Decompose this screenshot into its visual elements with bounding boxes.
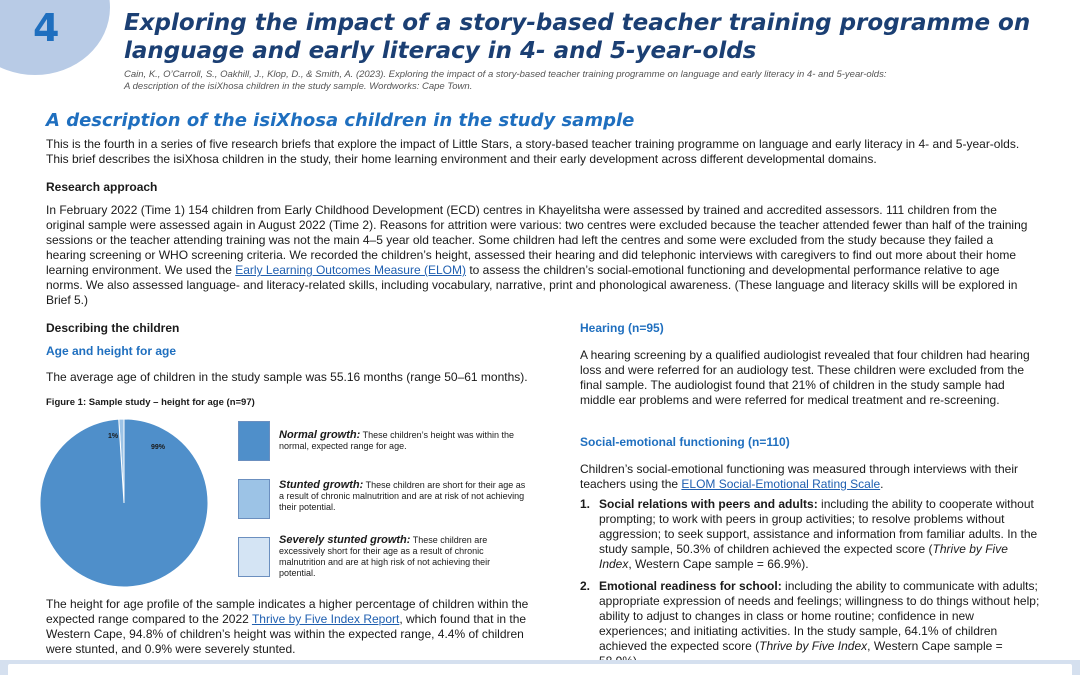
- section-heading: A description of the isiXhosa children in the study sample: [46, 110, 635, 131]
- elom-rating-scale-link[interactable]: ELOM Social-Emotional Rating Scale: [681, 477, 881, 491]
- pie-label-1pct: 1%: [108, 433, 119, 440]
- describing-heading: Describing the children: [46, 321, 180, 335]
- legend-swatch-severe: [238, 537, 270, 577]
- legend-severe: [279, 535, 529, 579]
- legend-severe-desc: These children are excessively short for their age as a result of chronic malnutrition and are at high risk of not achieving their potential.: [279, 535, 491, 578]
- height-profile-text-1: The height for age profile of the sample indicates a higher percentage of children within the expected range compared to the 2022: [46, 597, 529, 626]
- list-item-term: Social relations with peers and adults:: [599, 497, 818, 511]
- legend-stunted: [279, 480, 529, 513]
- legend-swatch-stunted: [238, 479, 270, 519]
- social-emotional-paragraph: [580, 462, 1040, 492]
- height-profile-paragraph: [46, 597, 551, 657]
- hearing-paragraph: A hearing screening by a qualified audiologist revealed that four children had hearing loss and were referred for an audiology test. These children were excluded from the final sample. The audiologist found that 21% of children in the study sample had middle ear problems and were referred for medical treatment and re-screening.: [580, 348, 1030, 407]
- social-emotional-heading: Social-emotional functioning (n=110): [580, 435, 790, 449]
- intro-paragraph: This is the fourth in a series of five research briefs that explore the impact of Little Stars, a story-based teacher training programme on language and early literacy in 4- and 5-year-olds. This brief describes the isiXhosa children in the study, their home learning environment and their early development across different developmental domains.: [46, 137, 1020, 166]
- research-approach-paragraph: [46, 203, 1036, 308]
- citation-line-1: Cain, K., O’Carroll, S., Oakhill, J., Klop, D., & Smith, A. (2023). Exploring the impact of a story-based teacher training programme on language and early literacy in 4- and 5-year-olds:: [124, 69, 887, 80]
- height-profile-text-2: , which found that in the Western Cape, 94.8% of children’s height was within the expected range, 4.4% of children were stunted, and 0.9% were severely stunted.: [46, 612, 527, 656]
- social-text-1: Children’s social-emotional functioning was measured through interviews with their teachers using the: [580, 462, 1018, 491]
- legend-stunted-term: Stunted growth:: [279, 479, 364, 491]
- list-item-text: including the ability to communicate with adults; appropriate expression of needs and feelings; willingness to do things without help; ability to adjust to changes in class or home routine; confidence in new experiences; and initiating activities. In the study sample, 64.1% of children achieved the expected score (: [599, 579, 1040, 653]
- citation: [124, 69, 1044, 93]
- age-paragraph: The average age of children in the study sample was 55.16 months (range 50–61 months).: [46, 370, 528, 384]
- list-item-tail: , Western Cape sample = 66.9%).: [628, 557, 809, 571]
- pie-label-99pct: 99%: [151, 444, 166, 451]
- age-height-heading: Age and height for age: [46, 344, 177, 358]
- citation-line-2: A description of the isiXhosa children in the study sample. Wordworks: Cape Town.: [124, 81, 473, 92]
- list-item-term: Emotional readiness for school:: [599, 579, 782, 593]
- social-text-2: .: [880, 477, 884, 491]
- list-item-text: including the ability to cooperate without prompting; to work with peers in group activities; to resolve problems without aggression; to seek support, assistance and information from familiar adults. In the study sample, 50.3% of children achieved the expected score (: [599, 497, 1038, 556]
- footer-panel: [8, 664, 1072, 675]
- figure-caption: Figure 1: Sample study – height for age (n=97): [46, 397, 255, 408]
- legend-normal-term: Normal growth:: [279, 429, 361, 441]
- height-for-age-pie-chart: [40, 412, 230, 597]
- research-approach-text-2: to assess the children’s social-emotional functioning and developmental performance relative to age norms. We also assessed language- and literacy-related skills, including vocabulary, narrative, print and phonological awareness. (These language and literacy skills will be explored in Brief 5.): [46, 263, 1018, 307]
- social-emotional-list: [580, 497, 1040, 676]
- list-item: [580, 579, 1040, 669]
- research-approach-text-1: In February 2022 (Time 1) 154 children from Early Childhood Development (ECD) centres in Khayelitsha were assessed by trained and accredited assessors. 111 children from the original sample were assessed again in August 2022 (Time 2). Reasons for attrition were various: two centres were excluded because the teacher attended fewer than half of the training sessions or the teacher attending training was not the main 4–5 year old teacher. Some children had left the centres and some were excluded from the study because they failed a hearing screening or WHO screening criteria. We recorded the children’s height, assessed their hearing and did telephonic interviews with caregivers to find out more about their home learning environment. We used the: [46, 203, 1028, 277]
- legend-stunted-desc: These children are short for their age as a result of chronic malnutrition and are at risk of not achieving their potential.: [279, 480, 526, 512]
- research-approach-heading: Research approach: [46, 180, 158, 194]
- page-title: Exploring the impact of a story-based teacher training programme on language and early literacy in 4- and 5-year-olds: [124, 10, 1031, 64]
- list-item-emphasis: Thrive by Five Index: [759, 639, 868, 653]
- legend-normal-desc: These children’s height was within the normal, expected range for age.: [279, 430, 515, 451]
- brief-number: 4: [33, 6, 60, 50]
- list-item: [580, 497, 1040, 572]
- elom-link[interactable]: Early Learning Outcomes Measure (ELOM): [235, 263, 466, 277]
- list-item-emphasis: Thrive by Five Index: [599, 542, 1008, 571]
- list-item-number: 2.: [580, 579, 591, 593]
- legend-severe-term: Severely stunted growth:: [279, 534, 411, 546]
- hearing-heading: Hearing (n=95): [580, 321, 664, 335]
- list-item-tail: , Western Cape sample =: [867, 639, 1003, 653]
- thrive-by-five-link[interactable]: Thrive by Five Index Report: [251, 612, 400, 626]
- list-item-number: 1.: [580, 497, 591, 511]
- legend-normal: [279, 430, 529, 452]
- pie-slice-normal: [40, 419, 208, 587]
- legend-swatch-normal: [238, 421, 270, 461]
